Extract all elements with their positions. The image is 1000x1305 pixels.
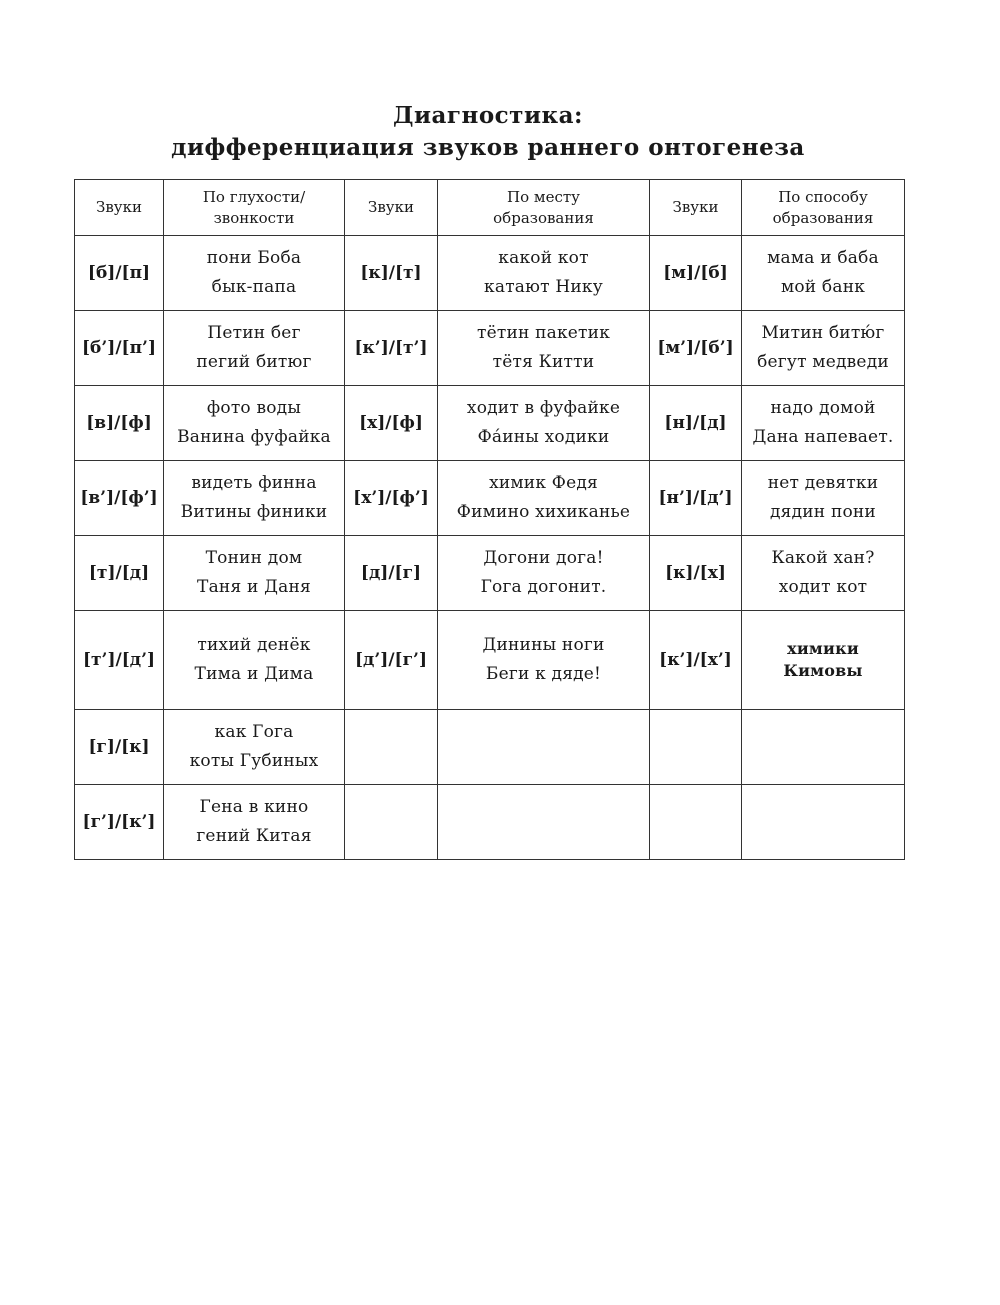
sound-pair-manner: [м]/[б] [650,236,742,311]
sound-pair-place: [к’]/[т’] [345,311,438,386]
sound-pair-place: [х]/[ф] [345,386,438,461]
header-manner-line-2: образования [772,208,874,227]
table-row [75,461,905,536]
example-line: Ванина фуфайка [177,427,331,447]
example-voicing [164,785,345,860]
sound-pair-voicing: [в’]/[ф’] [75,461,164,536]
example-line: Фимино хихиканье [456,502,631,522]
example-voicing [164,536,345,611]
example-place [438,236,650,311]
example-line: Тима и Дима [194,664,314,684]
example-line: пегий битюг [196,352,312,372]
example-line: как Гога [214,722,294,742]
example-voicing [164,311,345,386]
example-manner [742,386,905,461]
example-place [438,311,650,386]
empty-cell [345,710,438,785]
example-line: Кимовы [783,661,863,680]
example-place [438,386,650,461]
example-voicing [164,611,345,710]
example-manner [742,536,905,611]
sound-pair-manner: [н’]/[д’] [650,461,742,536]
example-line: Дана напевает. [752,427,894,447]
sound-pair-manner: [н]/[д] [650,386,742,461]
sound-pair-place: [к]/[т] [345,236,438,311]
example-line: мама и баба [767,248,879,268]
example-voicing [164,386,345,461]
example-voicing [164,461,345,536]
title-line-1: Диагностика: [393,102,583,129]
example-line: бегут медведи [757,352,889,372]
example-line: гений Китая [196,826,312,846]
header-sounds-3: Звуки [650,180,742,236]
example-line: ходит кот [778,577,868,597]
example-line: тётин пакетик [476,323,611,343]
table-row [75,536,905,611]
sound-pair-voicing: [б]/[п] [75,236,164,311]
example-voicing [164,236,345,311]
page-title [0,100,976,164]
table-row [75,710,905,785]
example-line: Гога догонит. [480,577,607,597]
sound-pair-place: [х’]/[ф’] [345,461,438,536]
example-line: мой банк [780,277,866,297]
empty-cell [438,785,650,860]
empty-cell [742,785,905,860]
header-place [438,180,650,236]
example-line: Догони дога! [483,548,604,568]
header-manner [742,180,905,236]
example-voicing [164,710,345,785]
header-voicing [164,180,345,236]
header-sounds-1: Звуки [75,180,164,236]
example-manner [742,461,905,536]
example-place [438,536,650,611]
example-line: ходит в фуфайке [466,398,621,418]
example-line: Беги к дяде! [485,664,602,684]
table-row [75,311,905,386]
example-line: химик Федя [489,473,598,493]
header-voicing-line-2: звонкости [213,208,295,227]
example-line: фото воды [206,398,302,418]
example-line: Фа́ины ходики [477,427,610,447]
header-sounds-2: Звуки [345,180,438,236]
table-header-row [75,180,905,236]
header-place-line-1: По месту [507,187,580,206]
sound-pair-voicing: [г]/[к] [75,710,164,785]
example-line: Тонин дом [205,548,303,568]
example-line: тётя Китти [492,352,595,372]
example-line: Таня и Даня [197,577,311,597]
example-manner [742,236,905,311]
empty-cell [650,710,742,785]
empty-cell [438,710,650,785]
example-place [438,461,650,536]
sound-pair-voicing: [т]/[д] [75,536,164,611]
example-line: видеть финна [191,473,317,493]
table-row [75,236,905,311]
table-row [75,785,905,860]
example-line: Динины ноги [482,635,605,655]
example-line: нет девятки [767,473,879,493]
empty-cell [650,785,742,860]
header-manner-line-1: По способу [778,187,868,206]
example-line: дядин пони [770,502,876,522]
example-manner [742,311,905,386]
example-line: Витины финики [180,502,328,522]
sound-pair-voicing: [в]/[ф] [75,386,164,461]
example-line: Митин битю́г [761,323,885,343]
example-line: химики [787,639,859,658]
header-voicing-line-1: По глухости/ [202,187,306,206]
example-line: пони Боба [206,248,302,268]
sound-pair-manner: [м’]/[б’] [650,311,742,386]
example-line: Гена в кино [199,797,309,817]
example-line: надо домой [770,398,876,418]
sound-pair-voicing: [т’]/[д’] [75,611,164,710]
example-line: коты Губиных [189,751,319,771]
empty-cell [345,785,438,860]
sound-pair-place: [д]/[г] [345,536,438,611]
example-line: катают Нику [484,277,603,297]
title-line-2: дифференциация звуков раннего онтогенеза [171,134,805,161]
table-row [75,611,905,710]
example-line: бык-папа [211,277,297,297]
example-line: тихий денёк [197,635,311,655]
example-manner [742,611,905,710]
sound-pair-manner: [к’]/[х’] [650,611,742,710]
example-line: Петин бег [207,323,301,343]
sound-pair-place: [д’]/[г’] [345,611,438,710]
empty-cell [742,710,905,785]
sound-pair-manner: [к]/[х] [650,536,742,611]
diagnostics-table [74,179,905,860]
example-place [438,611,650,710]
example-line: какой кот [498,248,589,268]
sound-pair-voicing: [г’]/[к’] [75,785,164,860]
table-row [75,386,905,461]
sound-pair-voicing: [б’]/[п’] [75,311,164,386]
example-line: Какой хан? [771,548,875,568]
header-place-line-2: образования [493,208,594,227]
